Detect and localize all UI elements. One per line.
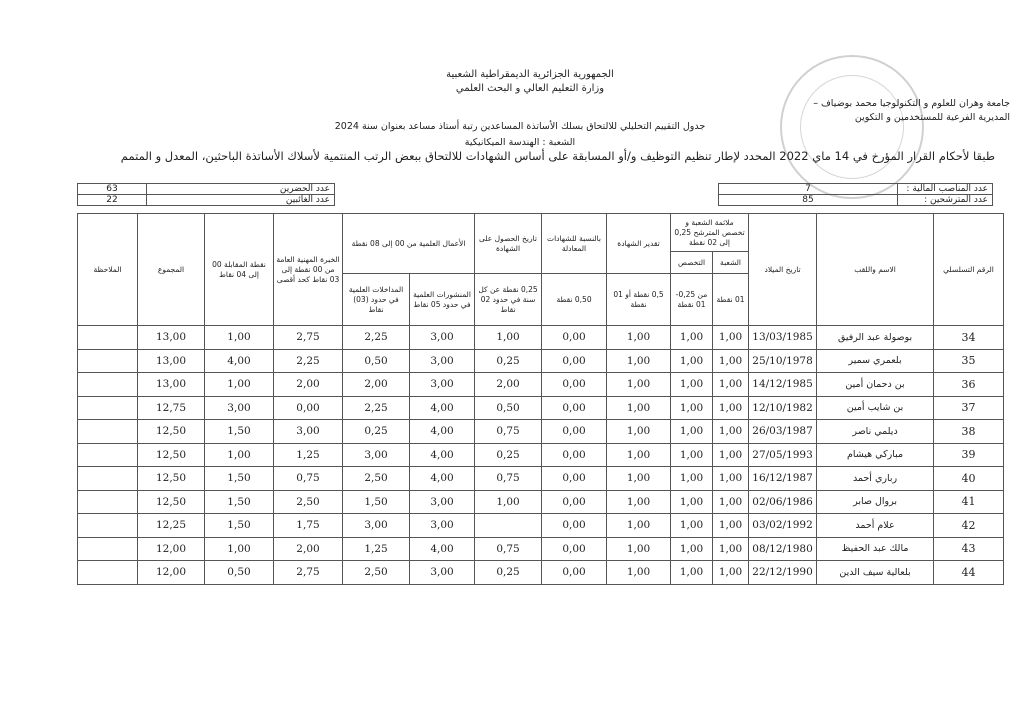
notes-cell xyxy=(78,467,138,491)
birth-date-cell: 27/05/1993 xyxy=(749,443,817,467)
communications-cell: 3,00 xyxy=(343,443,410,467)
equivalence-cell: 0,00 xyxy=(542,373,607,397)
table-row xyxy=(78,326,1004,350)
total-cell: 13,00 xyxy=(138,349,205,373)
col-name: الاسم واللقب xyxy=(817,214,934,326)
info-row xyxy=(719,184,993,195)
name-cell: بروال صابر xyxy=(817,490,934,514)
rank-cell: 35 xyxy=(934,349,1004,373)
col-branch-points: 01 نقطة xyxy=(713,274,749,326)
birth-date-cell: 02/06/1986 xyxy=(749,490,817,514)
rank-cell: 41 xyxy=(934,490,1004,514)
name-cell: بن شايب أمين xyxy=(817,396,934,420)
equivalence-cell: 0,00 xyxy=(542,396,607,420)
branch-score-cell: 1,00 xyxy=(713,561,749,585)
table-row xyxy=(78,349,1004,373)
name-cell: مالك عبد الحفيظ xyxy=(817,537,934,561)
info-label: عدد الغائبين xyxy=(147,195,335,206)
date-obtained-cell: 2,00 xyxy=(475,373,542,397)
birth-date-cell: 12/10/1982 xyxy=(749,396,817,420)
publications-cell: 4,00 xyxy=(410,396,475,420)
col-date-obtained-points: 0,25 نقطة عن كل سنة في حدود 02 نقاط xyxy=(475,274,542,326)
info-row xyxy=(78,195,335,206)
degree-grade-cell: 1,00 xyxy=(607,420,671,444)
table-row xyxy=(78,490,1004,514)
name-cell: رباري أحمد xyxy=(817,467,934,491)
table-row xyxy=(78,420,1004,444)
branch-score-cell: 1,00 xyxy=(713,396,749,420)
interview-cell: 1,50 xyxy=(205,420,274,444)
directorate-name: المديرية الفرعية للمستخدمين و التكوين xyxy=(854,112,1010,123)
specialization-score-cell: 1,00 xyxy=(671,420,713,444)
notes-cell xyxy=(78,326,138,350)
experience-cell: 1,75 xyxy=(274,514,343,538)
col-birth: تاريخ الميلاد xyxy=(749,214,817,326)
col-branch: الشعبة xyxy=(713,252,749,274)
specialization-score-cell: 1,00 xyxy=(671,561,713,585)
branch-score-cell: 1,00 xyxy=(713,373,749,397)
col-communications: المداخلات العلمية في حدود (03) نقاط xyxy=(343,274,410,326)
notes-cell xyxy=(78,490,138,514)
date-obtained-cell: 0,25 xyxy=(475,443,542,467)
name-cell: بلعمري سمير xyxy=(817,349,934,373)
branch-score-cell: 1,00 xyxy=(713,537,749,561)
date-obtained-cell: 1,00 xyxy=(475,490,542,514)
communications-cell: 0,50 xyxy=(343,349,410,373)
document-title: جدول التقييم التحليلي للالتحاق بسلك الأساتذة المساعدين رتبة أستاذ مساعد بعنوان سنة 2024 xyxy=(334,121,706,132)
publications-cell: 3,00 xyxy=(410,373,475,397)
interview-cell: 4,00 xyxy=(205,349,274,373)
total-cell: 12,00 xyxy=(138,537,205,561)
equivalence-cell: 0,00 xyxy=(542,561,607,585)
experience-cell: 3,00 xyxy=(274,420,343,444)
rank-cell: 38 xyxy=(934,420,1004,444)
table-row xyxy=(78,561,1004,585)
info-label: عدد المترشحين : xyxy=(898,195,993,206)
interview-cell: 1,00 xyxy=(205,537,274,561)
col-notes: الملاحظة xyxy=(78,214,138,326)
equivalence-cell: 0,00 xyxy=(542,349,607,373)
experience-cell: 0,00 xyxy=(274,396,343,420)
interview-cell: 1,00 xyxy=(205,326,274,350)
interview-cell: 3,00 xyxy=(205,396,274,420)
col-rank: الرقم التسلسلي xyxy=(934,214,1004,326)
degree-grade-cell: 1,00 xyxy=(607,443,671,467)
experience-cell: 2,00 xyxy=(274,373,343,397)
specialization-score-cell: 1,00 xyxy=(671,537,713,561)
table-row xyxy=(78,514,1004,538)
rank-cell: 40 xyxy=(934,467,1004,491)
name-cell: بوصولة عبد الرفيق xyxy=(817,326,934,350)
degree-grade-cell: 1,00 xyxy=(607,467,671,491)
publications-cell: 3,00 xyxy=(410,561,475,585)
total-cell: 12,50 xyxy=(138,490,205,514)
specialty-line: الشعبة : الهندسة الميكانيكية xyxy=(464,137,576,148)
date-obtained-cell xyxy=(475,514,542,538)
notes-cell xyxy=(78,373,138,397)
info-label: عدد المناصب المالية : xyxy=(898,184,993,195)
degree-grade-cell: 1,00 xyxy=(607,561,671,585)
degree-grade-cell: 1,00 xyxy=(607,537,671,561)
degree-grade-cell: 1,00 xyxy=(607,490,671,514)
info-value: 85 xyxy=(719,195,898,206)
university-name: جامعة وهران للعلوم و التكنولوجيا محمد بوضياف – xyxy=(813,98,1010,109)
birth-date-cell: 13/03/1985 xyxy=(749,326,817,350)
rank-cell: 44 xyxy=(934,561,1004,585)
name-cell: علام أحمد xyxy=(817,514,934,538)
total-cell: 12,25 xyxy=(138,514,205,538)
specialization-score-cell: 1,00 xyxy=(671,349,713,373)
name-cell: بلعالية سيف الدين xyxy=(817,561,934,585)
communications-cell: 1,50 xyxy=(343,490,410,514)
publications-cell: 4,00 xyxy=(410,537,475,561)
date-obtained-cell: 0,75 xyxy=(475,420,542,444)
publications-cell: 4,00 xyxy=(410,443,475,467)
name-cell: ديلمي ناصر xyxy=(817,420,934,444)
equivalence-cell: 0,00 xyxy=(542,467,607,491)
specialization-score-cell: 1,00 xyxy=(671,373,713,397)
date-obtained-cell: 0,75 xyxy=(475,467,542,491)
degree-grade-cell: 1,00 xyxy=(607,514,671,538)
rank-cell: 36 xyxy=(934,373,1004,397)
col-degree-grade: تقدير الشهادة xyxy=(607,214,671,274)
date-obtained-cell: 0,50 xyxy=(475,396,542,420)
equivalence-cell: 0,00 xyxy=(542,490,607,514)
experience-cell: 2,00 xyxy=(274,537,343,561)
table-body xyxy=(78,326,1004,585)
col-date-obtained: تاريخ الحصول على الشهادة xyxy=(475,214,542,274)
experience-cell: 2,75 xyxy=(274,561,343,585)
birth-date-cell: 08/12/1980 xyxy=(749,537,817,561)
degree-grade-cell: 1,00 xyxy=(607,373,671,397)
name-cell: بن دحمان أمين xyxy=(817,373,934,397)
communications-cell: 1,25 xyxy=(343,537,410,561)
publications-cell: 3,00 xyxy=(410,490,475,514)
notes-cell xyxy=(78,561,138,585)
total-cell: 12,50 xyxy=(138,467,205,491)
experience-cell: 2,50 xyxy=(274,490,343,514)
publications-cell: 4,00 xyxy=(410,467,475,491)
experience-cell: 2,75 xyxy=(274,326,343,350)
equivalence-cell: 0,00 xyxy=(542,537,607,561)
rank-cell: 42 xyxy=(934,514,1004,538)
interview-cell: 1,00 xyxy=(205,373,274,397)
date-obtained-cell: 0,25 xyxy=(475,561,542,585)
equivalence-cell: 0,00 xyxy=(542,326,607,350)
branch-score-cell: 1,00 xyxy=(713,514,749,538)
total-cell: 12,75 xyxy=(138,396,205,420)
table-row xyxy=(78,467,1004,491)
specialization-score-cell: 1,00 xyxy=(671,514,713,538)
birth-date-cell: 16/12/1987 xyxy=(749,467,817,491)
total-cell: 12,00 xyxy=(138,561,205,585)
branch-score-cell: 1,00 xyxy=(713,490,749,514)
branch-score-cell: 1,00 xyxy=(713,326,749,350)
total-cell: 13,00 xyxy=(138,373,205,397)
positions-summary-table xyxy=(718,183,993,206)
attendance-summary-table xyxy=(77,183,335,206)
rank-cell: 43 xyxy=(934,537,1004,561)
communications-cell: 3,00 xyxy=(343,514,410,538)
specialization-score-cell: 1,00 xyxy=(671,443,713,467)
col-experience: الخبرة المهنية العامة من 00 نقطة إلى 03 نقاط كحد أقصى xyxy=(274,214,343,326)
publications-cell: 3,00 xyxy=(410,326,475,350)
info-row xyxy=(719,195,993,206)
interview-cell: 0,50 xyxy=(205,561,274,585)
col-publications: المنشورات العلمية في حدود 05 نقاط xyxy=(410,274,475,326)
specialization-score-cell: 1,00 xyxy=(671,490,713,514)
notes-cell xyxy=(78,443,138,467)
birth-date-cell: 14/12/1985 xyxy=(749,373,817,397)
communications-cell: 0,25 xyxy=(343,420,410,444)
communications-cell: 2,25 xyxy=(343,326,410,350)
experience-cell: 1,25 xyxy=(274,443,343,467)
interview-cell: 1,50 xyxy=(205,514,274,538)
communications-cell: 2,00 xyxy=(343,373,410,397)
rank-cell: 39 xyxy=(934,443,1004,467)
equivalence-cell: 0,00 xyxy=(542,514,607,538)
experience-cell: 0,75 xyxy=(274,467,343,491)
notes-cell xyxy=(78,396,138,420)
table-row xyxy=(78,443,1004,467)
specialization-score-cell: 1,00 xyxy=(671,467,713,491)
birth-date-cell: 25/10/1978 xyxy=(749,349,817,373)
col-conformity: ملائمة الشعبة و تخصص المترشح 0,25 إلى 02 نقطة xyxy=(671,214,749,252)
info-label: عدد الحضرين xyxy=(147,184,335,195)
rank-cell: 34 xyxy=(934,326,1004,350)
date-obtained-cell: 0,75 xyxy=(475,537,542,561)
legal-reference: طبقا لأحكام القرار المؤرخ في 14 ماي 2022 المحدد لإطار تنظيم التوظيف و/أو المسابقة على أساس الشهادات للالتحاق ببعض الرتب المنتمية لأسلاك الأساتذة الباحثين، المعدل و المتمم xyxy=(120,149,995,163)
specialization-score-cell: 1,00 xyxy=(671,396,713,420)
birth-date-cell: 26/03/1987 xyxy=(749,420,817,444)
degree-grade-cell: 1,00 xyxy=(607,396,671,420)
birth-date-cell: 03/02/1992 xyxy=(749,514,817,538)
table-row xyxy=(78,537,1004,561)
evaluation-table xyxy=(77,213,1004,585)
communications-cell: 2,50 xyxy=(343,561,410,585)
col-equivalence-points: 0,50 نقطة xyxy=(542,274,607,326)
col-interview: نقطة المقابلة 00 إلى 04 نقاط xyxy=(205,214,274,326)
interview-cell: 1,50 xyxy=(205,467,274,491)
degree-grade-cell: 1,00 xyxy=(607,349,671,373)
total-cell: 12,50 xyxy=(138,443,205,467)
birth-date-cell: 22/12/1990 xyxy=(749,561,817,585)
col-specialization: التخصص xyxy=(671,252,713,274)
publications-cell: 3,00 xyxy=(410,514,475,538)
info-value: 7 xyxy=(719,184,898,195)
col-equivalence: بالنسبة للشهادات المعادلة xyxy=(542,214,607,274)
republic-heading: الجمهورية الجزائرية الديمقراطية الشعبية xyxy=(446,69,614,80)
name-cell: مباركي هيشام xyxy=(817,443,934,467)
publications-cell: 4,00 xyxy=(410,420,475,444)
info-value: 63 xyxy=(78,184,147,195)
official-seal-stamp xyxy=(780,55,924,199)
info-row xyxy=(78,184,335,195)
branch-score-cell: 1,00 xyxy=(713,443,749,467)
specialization-score-cell: 1,00 xyxy=(671,326,713,350)
notes-cell xyxy=(78,349,138,373)
equivalence-cell: 0,00 xyxy=(542,420,607,444)
communications-cell: 2,25 xyxy=(343,396,410,420)
interview-cell: 1,50 xyxy=(205,490,274,514)
col-degree-grade-points: 0,5 نقطة أو 01 نقطة xyxy=(607,274,671,326)
branch-score-cell: 1,00 xyxy=(713,467,749,491)
branch-score-cell: 1,00 xyxy=(713,420,749,444)
info-value: 22 xyxy=(78,195,147,206)
date-obtained-cell: 1,00 xyxy=(475,326,542,350)
branch-score-cell: 1,00 xyxy=(713,349,749,373)
date-obtained-cell: 0,25 xyxy=(475,349,542,373)
col-total: المجموع xyxy=(138,214,205,326)
header-row xyxy=(78,214,1004,252)
table-row xyxy=(78,373,1004,397)
rank-cell: 37 xyxy=(934,396,1004,420)
publications-cell: 3,00 xyxy=(410,349,475,373)
table-row xyxy=(78,396,1004,420)
col-spec-points: من 0,25- 01 نقطة xyxy=(671,274,713,326)
col-scientific: الأعمال العلمية من 00 إلى 08 نقطة xyxy=(343,214,475,274)
communications-cell: 2,50 xyxy=(343,467,410,491)
notes-cell xyxy=(78,514,138,538)
notes-cell xyxy=(78,420,138,444)
notes-cell xyxy=(78,537,138,561)
equivalence-cell: 0,00 xyxy=(542,443,607,467)
degree-grade-cell: 1,00 xyxy=(607,326,671,350)
interview-cell: 1,00 xyxy=(205,443,274,467)
university-block xyxy=(760,97,1010,125)
ministry-heading: وزارة التعليم العالي و البحث العلمي xyxy=(455,83,605,94)
total-cell: 12,50 xyxy=(138,420,205,444)
total-cell: 13,00 xyxy=(138,326,205,350)
experience-cell: 2,25 xyxy=(274,349,343,373)
